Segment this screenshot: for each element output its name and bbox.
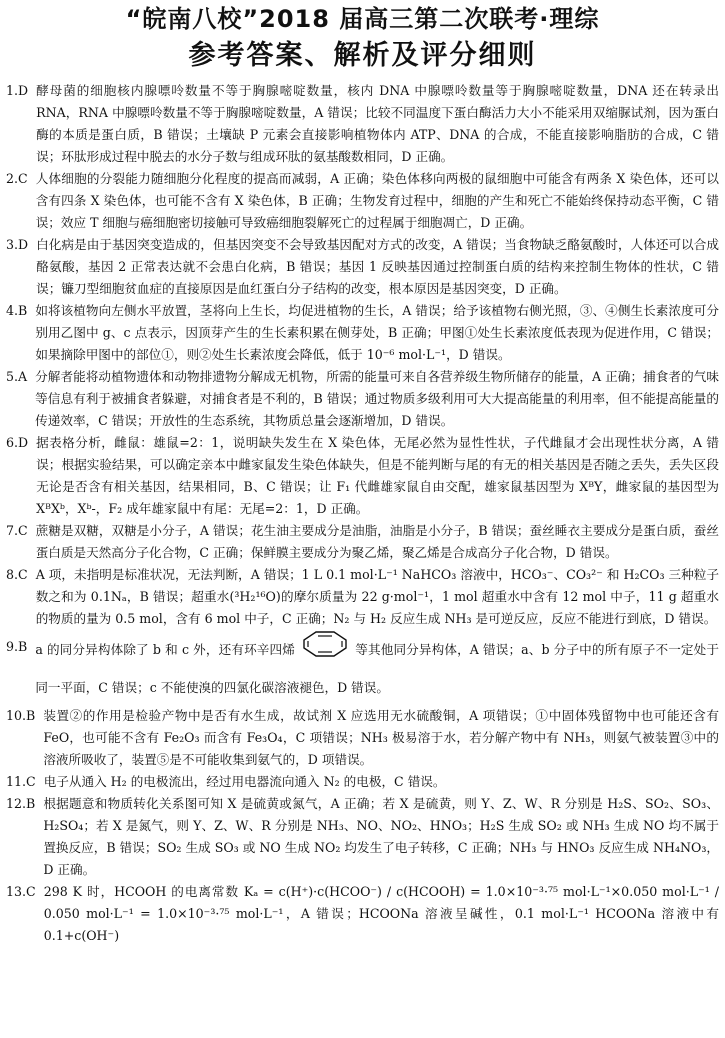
item-number: 11. <box>6 774 27 789</box>
item-explanation-part-b: 等其他同分异构体，A 错误；a、b 分子中的所有原子不一定处于同一平面，C 错误；c 不能使溴的四氯化碳溶液褪色，D 错误。 <box>35 642 719 695</box>
item-explanation: 据表格分析，雌鼠：雄鼠=2：1，说明缺失发生在 X 染色体，无尾必然为显性性状，子代雌鼠才会出现性状分离，A 错误；根据实验结果，可以确定亲本中雌家鼠发生染色体缺失，但是不能判断与尾的有无的相关基因是否随之丢失，丢失区段无论是否含有相关基因，结果相同，B、C 错误；让 F₁ 代雌雄家鼠自由交配，雄家鼠基因型为 XᴮY，雌家鼠的基因型为 XᴮXᵇ，Xᵇ-，F₂ 成年雄家鼠中有尾：无尾=2：1，D 正确。 <box>36 435 719 516</box>
item-explanation-part-a: a 的同分异构体除了 b 和 c 外，还有环辛四烯 <box>35 642 295 657</box>
answer-item-7 <box>6 520 719 564</box>
item-explanation: 白化病是由于基因突变造成的，但基因突变不会导致基因配对方式的改变，A 错误；当食物缺乏酪氨酸时，人体还可以合成酪氨酸，基因 2 正常表达就不会患白化病，B 错误；基因 1 反映基因通过控制蛋白质的结构来控制生物体的性状，C 错误；镰刀型细胞贫血症的直接原因是血红蛋白分子结构的改变，根本原因是基因突变，D 正确。 <box>36 237 719 296</box>
answer-item-1 <box>6 80 719 168</box>
item-number: 7. <box>6 523 19 538</box>
item-answer: D <box>18 83 29 98</box>
item-answer: C <box>18 523 28 538</box>
document-title: “皖南八校”2018 届高三第二次联考·理综 <box>125 5 600 33</box>
item-answer: C <box>18 567 28 582</box>
item-number: 12. <box>6 796 27 811</box>
item-answer: B <box>18 303 28 318</box>
item-answer: D <box>18 435 29 450</box>
item-number: 8. <box>6 567 19 582</box>
item-answer: A <box>18 369 28 384</box>
answer-list <box>6 80 719 947</box>
item-number: 13. <box>6 884 27 899</box>
item-explanation: 298 K 时，HCOOH 的电离常数 Kₐ = c(H⁺)·c(HCOO⁻) / c(HCOOH) = 1.0×10⁻³·⁷⁵ mol·L⁻¹×0.050 mol·L⁻¹ / 0.050 mol·L⁻¹ = 1.0×10⁻³·⁷⁵ mol·L⁻¹，A 错误；HCOONa 溶液呈碱性，0.1 mol·L⁻¹ HCOONa 溶液中有 0.1+c(OH⁻) <box>43 884 719 943</box>
item-explanation: A 项，未指明是标准状况，无法判断，A 错误；1 L 0.1 mol·L⁻¹ NaHCO₃ 溶液中，HCO₃⁻、CO₃²⁻ 和 H₂CO₃ 三种粒子数之和为 0.1Nₐ，B 错误；超重水(³H₂¹⁶O)的摩尔质量为 22 g·mol⁻¹，1 mol 超重水中含有 12 mol 中子，11 g 超重水的物质的量为 0.5 mol，含有 6 mol 中子，C 正确；N₂ 与 H₂ 反应生成 NH₃ 是可逆反应，反应不能进行到底，D 错误。 <box>35 567 719 626</box>
item-explanation: 如将该植物向左侧水平放置，茎将向上生长，均促进植物的生长，A 错误；给予该植物右侧光照，③、④侧生长素浓度可分别用乙图中 g、c 点表示，因顶芽产生的生长素积累在侧芽处，B 正确；甲图①处生长素浓度低表现为促进作用，C 错误；如果摘除甲图中的部位①，则②处生长素浓度会降低，低于 10⁻⁶ mol·L⁻¹，D 错误。 <box>35 303 719 362</box>
item-answer: B <box>18 639 28 654</box>
answer-item-6 <box>6 432 719 520</box>
item-answer: C <box>26 884 36 899</box>
item-answer: B <box>26 708 36 723</box>
item-explanation: 装置②的作用是检验产物中是否有水生成，故试剂 X 应选用无水硫酸铜，A 项错误；①中固体残留物中也可能还含有 FeO，也可能不含有 Fe₂O₃ 而含有 Fe₃O₄，C 项错误；NH₃ 极易溶于水，若分解产物中有 NH₃，则氨气被装置③中的溶液所吸收了，装置⑤是不可能收集到氨气的，D 项错误。 <box>43 708 719 767</box>
answer-item-9 <box>6 630 719 705</box>
item-explanation: 酵母菌的细胞核内腺嘌呤数量不等于胸腺嘧啶数量，核内 DNA 中腺嘌呤数量等于胸腺嘧啶数量，DNA 还在转录出 RNA，RNA 中腺嘌呤数量不等于胸腺嘧啶数量，A 错误；比较不同温度下蛋白酶活力大小不能采用双缩脲试剂，因为蛋白酶的本质是蛋白质，B 错误；土壤缺 P 元素会直接影响植物体内 ATP、DNA 的合成，不能直接影响脂肪的合成，C 错误；环肽形成过程中脱去的水分子数与组成环肽的氨基酸数相同，D 正确。 <box>36 83 719 164</box>
item-number: 5. <box>6 369 19 384</box>
answer-item-10 <box>6 705 719 771</box>
cyclooctatetraene-icon <box>302 630 348 671</box>
answer-item-2 <box>6 168 719 234</box>
item-number: 9. <box>6 639 19 654</box>
item-explanation: 人体细胞的分裂能力随细胞分化程度的提高而减弱，A 正确；染色体移向两极的鼠细胞中可能含有两条 X 染色体，还可以含有四条 X 染色体，也可能不含有 X 染色体，B 正确；生物发育过程中，细胞的产生和死亡不能始终保持动态平衡，C 错误；效应 T 细胞与癌细胞密切接触可导致癌细胞裂解死亡的过程属于细胞凋亡，D 正确。 <box>35 171 719 230</box>
document-subtitle: 参考答案、解析及评分细则 <box>188 40 537 71</box>
item-number: 1. <box>6 83 19 98</box>
item-number: 2. <box>6 171 19 186</box>
answer-item-12 <box>6 793 719 881</box>
item-answer: B <box>26 796 36 811</box>
item-number: 10. <box>6 708 27 723</box>
item-explanation: 根据题意和物质转化关系图可知 X 是硫黄或氮气，A 正确；若 X 是硫黄，则 Y、Z、W、R 分别是 H₂S、SO₂、SO₃、H₂SO₄；若 X 是氮气，则 Y、Z、W、R 分别是 NH₃、NO、NO₂、HNO₃；H₂S 生成 SO₂ 或 NH₃ 生成 NO 均不属于置换反应，B 错误；SO₂ 生成 SO₃ 或 NO 生成 NO₂ 均发生了电子转移，C 正确；NH₃ 与 HNO₃ 反应生成 NH₄NO₃，D 正确。 <box>43 796 719 877</box>
answer-item-5 <box>6 366 719 432</box>
item-answer: C <box>18 171 28 186</box>
answer-item-13 <box>6 881 719 947</box>
item-answer: C <box>26 774 36 789</box>
item-explanation: 分解者能将动植物遗体和动物排遗物分解成无机物，所需的能量可来自各营养级生物所储存的能量，A 正确；捕食者的气味等信息有利于被捕食者躲避，对捕食者是不利的，B 错误；通过物质多级利用可大大提高能量的利用率，但不能提高能量的传递效率，C 错误；开放性的生态系统，其物质总量会逐渐增加，D 错误。 <box>35 369 719 428</box>
item-explanation: 蔗糖是双糖，双糖是小分子，A 错误；花生油主要成分是油脂，油脂是小分子，B 错误；蚕丝睡衣主要成分是蛋白质，蚕丝蛋白质是天然高分子化合物，C 正确；保鲜膜主要成分为聚乙烯，聚乙烯是合成高分子化合物，D 错误。 <box>35 523 719 560</box>
answer-item-8 <box>6 564 719 630</box>
answer-item-4 <box>6 300 719 366</box>
item-number: 4. <box>6 303 19 318</box>
item-number: 6. <box>6 435 19 450</box>
answer-item-11 <box>6 771 719 793</box>
item-number: 3. <box>6 237 19 252</box>
answer-item-3 <box>6 234 719 300</box>
item-explanation: 电子从通入 H₂ 的电极流出，经过用电器流向通入 N₂ 的电极，C 错误。 <box>43 774 446 789</box>
item-answer: D <box>18 237 29 252</box>
